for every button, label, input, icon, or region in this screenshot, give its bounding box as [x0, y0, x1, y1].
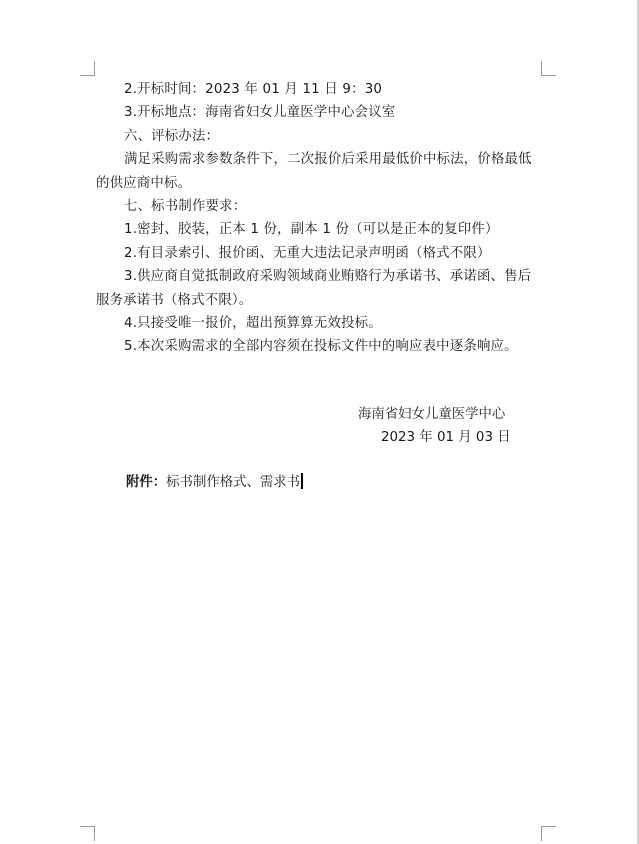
paragraph-requirement-3: 3.供应商自觉抵制政府采购领域商业贿赂行为承诺书、承诺函、售后服务承诺书（格式不限）。: [96, 269, 532, 308]
paragraph-opening-location: 3.开标地点：海南省妇女儿童医学中心会议室: [124, 105, 396, 121]
margin-corner-bottom-left: [80, 826, 95, 841]
attachment-line[interactable]: [126, 471, 303, 494]
margin-corner-top-left: [80, 61, 95, 76]
signature-organization: 海南省妇女儿童医学中心: [358, 407, 506, 422]
paragraph-evaluation-method: 满足采购需求参数条件下，二次报价后采用最低价中标法，价格最低的供应商中标。: [96, 152, 532, 191]
paragraph-requirement-2: 2.有目录索引、报价函、无重大违法记录声明函（格式不限）: [124, 245, 491, 261]
text-cursor: [301, 473, 303, 489]
paragraph-requirement-1: 1.密封、胶装，正本 1 份，副本 1 份（可以是正本的复印件）: [124, 222, 499, 238]
paragraph-requirement-4: 4.只接受唯一报价，超出预算算无效投标。: [124, 316, 382, 332]
document-body[interactable]: [96, 78, 544, 359]
paragraph-requirement-5: 5.本次采购需求的全部内容须在投标文件中的响应表中逐条响应。: [124, 339, 518, 355]
attachment-text: 标书制作格式、需求书: [166, 475, 301, 490]
attachment-label: 附件：: [126, 475, 167, 490]
paragraph-opening-time: 2.开标时间：2023 年 01 月 11 日 9：30: [124, 82, 383, 97]
heading-evaluation-method: 六、评标办法：: [124, 128, 220, 144]
margin-corner-top-right: [541, 61, 556, 76]
signature-date: 2023 年 01 月 03 日: [381, 430, 511, 445]
margin-corner-bottom-right: [541, 826, 556, 841]
heading-bid-requirements: 七、标书制作要求：: [124, 199, 247, 215]
